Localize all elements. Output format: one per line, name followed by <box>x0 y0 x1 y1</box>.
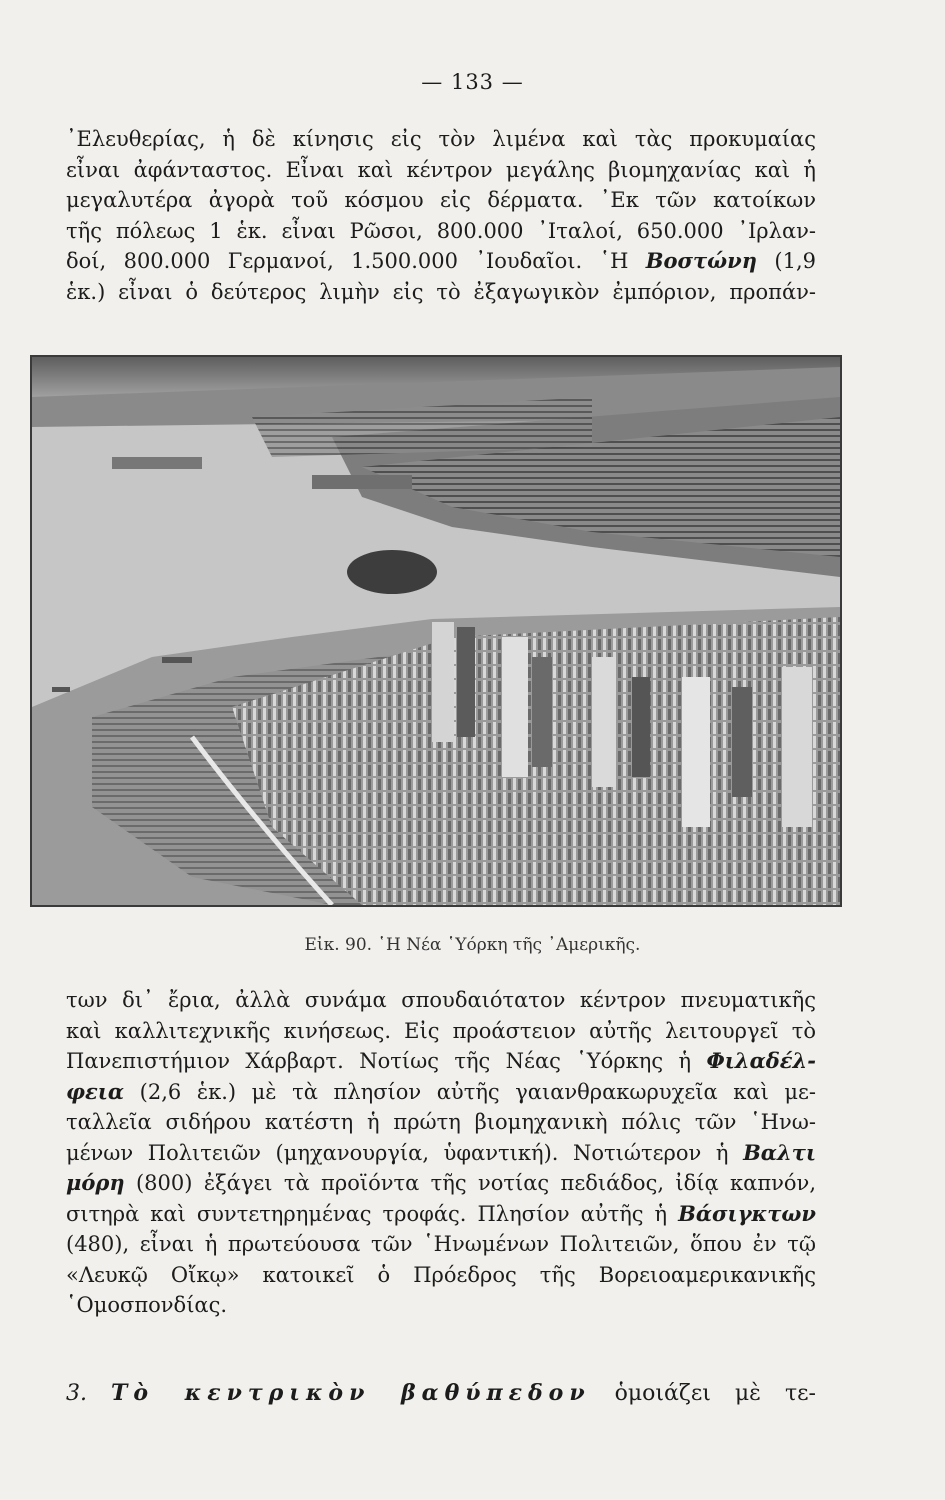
place-name-philadelphia-cont: φεια <box>66 1078 125 1104</box>
figure-caption: Εἰκ. 90. ῾Η Νέα ῾Υόρκη τῆς ᾿Αμερικῆς. <box>304 935 641 955</box>
text-line: ᾿Ελευθερίας, ἡ δὲ κίνησις εἰς τὸν λιμένα καὶ τὰς προκυμαίας <box>66 127 816 151</box>
text-fragment: (2,6 ἑκ.) μὲ τὰ πλησίον αὐτῆς γαιανθρακωρυχεῖα καὶ με- <box>124 1079 816 1104</box>
photo-illustration <box>32 357 840 905</box>
text-fragment: Πανεπιστήμιον Χάρβαρτ. Νοτίως τῆς Νέας ῾Υόρκης ἡ <box>66 1049 707 1073</box>
text-line: τῆς πόλεως 1 ἑκ. εἶναι Ρῶσοι, 800.000 ᾿Ιταλοί, 650.000 ᾿Ιρλαν- <box>66 218 816 243</box>
text-line <box>66 1138 816 1169</box>
new-york-aerial-photo <box>30 355 842 907</box>
text-line: ἑκ.) εἶναι ὁ δεύτερος λιμὴν εἰς τὸ ἐξαγωγικὸν ἐμπόριον, προπάν- <box>66 279 816 304</box>
page-number: — 133 — <box>421 70 524 94</box>
text-line: των δι᾿ ἔρια, ἀλλὰ συνάμα σπουδαιότατον κέντρον πνευματικῆς <box>66 988 816 1012</box>
text-fragment: σιτηρὰ καὶ συντετηρημένας τροφάς. Πλησίον αὐτῆς ἡ <box>66 1201 679 1226</box>
place-name-baltimore: Βαλτι <box>743 1139 816 1165</box>
text-line: εἶναι ἀφάνταστος. Εἶναι καὶ κέντρον μεγάλης βιομηχανίας καὶ ἡ <box>66 157 816 182</box>
text-line <box>66 1378 816 1410</box>
text-line <box>66 1077 816 1108</box>
text-line: καὶ καλλιτεχνικῆς κινήσεως. Εἰς προάστειον αὐτῆς λειτουργεῖ τὸ <box>66 1018 816 1043</box>
text-line <box>66 1046 816 1077</box>
section-heading: Τὸ κεντρικὸν βαθύπεδον <box>111 1380 591 1406</box>
paragraph-2 <box>66 985 816 1321</box>
paragraph-3 <box>66 1378 816 1410</box>
place-name-baltimore-cont: μόρη <box>66 1170 125 1195</box>
place-name-philadelphia: Φιλαδέλ- <box>706 1048 816 1073</box>
text-line: «Λευκῷ Οἴκῳ» κατοικεῖ ὁ Πρόεδρος τῆς Βορειοαμερικανικῆς <box>66 1262 816 1287</box>
text-line <box>66 246 816 277</box>
place-name-washington: Βάσιγκτων <box>678 1200 816 1226</box>
text-fragment: μένων Πολιτειῶν (μηχανουργία, ὑφαντική). Νοτιώτερον ἡ <box>66 1140 744 1165</box>
text-line <box>66 1199 816 1230</box>
text-fragment: ὁμοιάζει μὲ τε- <box>590 1381 816 1406</box>
section-number: 3. <box>66 1381 87 1406</box>
text-line: (480), εἶναι ἡ πρωτεύουσα τῶν ῾Ηνωμένων Πολιτειῶν, ὅπου ἐν τῷ <box>66 1232 816 1256</box>
place-name-boston: Βοστώνη <box>645 248 758 273</box>
text-fragment: δοί, 800.000 Γερμανοί, 1.500.000 ᾿Ιουδαῖοι. ῾Η <box>66 249 646 273</box>
text-line: ταλλεῖα σιδήρου κατέστη ἡ πρώτη βιομηχανικὴ πόλις τῶν ῾Ηνω- <box>66 1110 816 1134</box>
text-line: μεγαλυτέρα ἀγορὰ τοῦ κόσμου εἰς δέρματα. ᾿Εκ τῶν κατοίκων <box>66 188 816 212</box>
text-line: ῾Ομοσπονδίας. <box>66 1293 228 1317</box>
paragraph-1 <box>66 124 816 307</box>
text-line <box>66 1168 816 1199</box>
text-fragment: (1,9 <box>757 249 816 273</box>
text-fragment: (800) ἐξάγει τὰ προϊόντα τῆς νοτίας πεδιάδος, ἰδίᾳ καπνόν, <box>124 1171 816 1195</box>
